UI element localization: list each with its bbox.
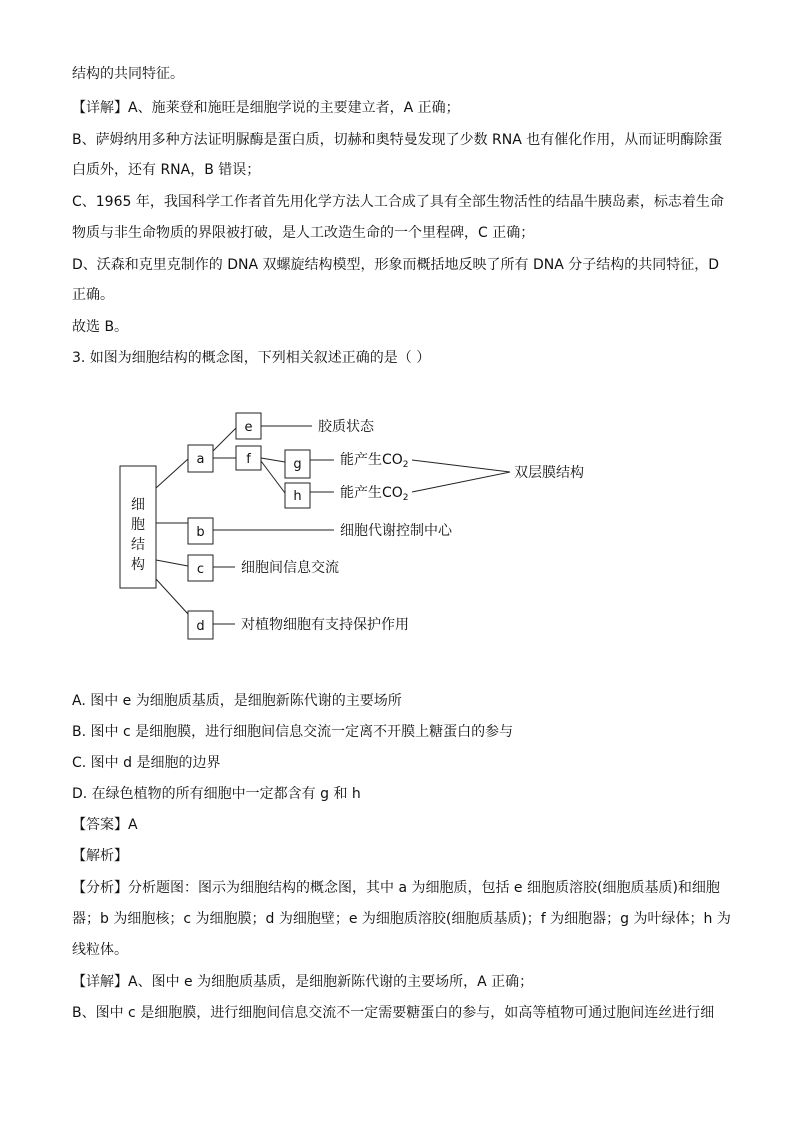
- root-char: 胞: [131, 517, 145, 533]
- text-line: 白质外，还有 RNA，B 错误；: [72, 162, 261, 178]
- text-line: 器；b 为细胞核；c 为细胞膜；d 为细胞壁；e 为细胞质溶胶(细胞质基质)；f 为细胞器；g 为叶绿体；h 为: [72, 911, 731, 927]
- question-stem: 3. 如图为细胞结构的概念图，下列相关叙述正确的是（ ）: [72, 350, 431, 366]
- connector: [412, 472, 510, 492]
- text-line: 【详解】A、施莱登和施旺是细胞学说的主要建立者，A 正确；: [72, 100, 460, 116]
- connector: [412, 460, 510, 472]
- text-line: 【详解】A、图中 e 为细胞质基质，是细胞新陈代谢的主要场所，A 正确；: [72, 974, 534, 990]
- text-line: B、图中 c 是细胞膜，进行细胞间信息交流不一定需要糖蛋白的参与，如高等植物可通过胞间连丝进行细: [72, 1005, 715, 1021]
- text-line: 【分析】分析题图：图示为细胞结构的概念图，其中 a 为细胞质，包括 e 细胞质溶胶(细胞质基质)和细胞: [72, 880, 720, 896]
- text-line: D、沃森和克里克制作的 DNA 双螺旋结构模型，形象而概括地反映了所有 DNA 分子结构的共同特征，D: [72, 257, 720, 273]
- box-c-label: c: [196, 562, 205, 577]
- analysis-heading: 【解析】: [72, 848, 128, 864]
- option-d: D. 在绿色植物的所有细胞中一定都含有 g 和 h: [72, 786, 361, 802]
- box-g-label: g: [293, 457, 302, 472]
- box-f-label: f: [246, 452, 251, 467]
- text-line: 故选 B。: [72, 319, 129, 335]
- label-double-membrane: 双层膜结构: [514, 465, 584, 481]
- connector: [156, 459, 188, 488]
- text-line: 线粒体。: [72, 942, 128, 958]
- box-a-label: a: [196, 452, 205, 467]
- connector: [156, 579, 188, 614]
- label-d: 对植物细胞有支持保护作用: [241, 617, 409, 633]
- connector: [261, 461, 285, 493]
- label-c: 细胞间信息交流: [241, 560, 339, 576]
- label-h: 能产生$CO_2$: [340, 485, 409, 503]
- option-b: B. 图中 c 是细胞膜，进行细胞间信息交流一定离不开膜上糖蛋白的参与: [72, 724, 514, 740]
- text-line: 结构的共同特征。: [72, 66, 184, 82]
- root-char: 细: [131, 497, 145, 513]
- connector: [156, 560, 188, 566]
- answer-line: 【答案】A: [72, 817, 138, 833]
- label-b: 细胞代谢控制中心: [340, 523, 452, 539]
- text-line: B、萨姆纳用多种方法证明脲酶是蛋白质，切赫和奥特曼发现了少数 RNA 也有催化作用，从而证明酶除蛋: [72, 132, 723, 148]
- text-line: 正确。: [72, 287, 114, 303]
- connector: [261, 458, 285, 462]
- box-h-label: h: [293, 489, 302, 504]
- label-e: 胶质状态: [318, 419, 374, 435]
- box-e-label: e: [244, 420, 253, 435]
- root-char: 结: [131, 537, 145, 553]
- text-line: 物质与非生命物质的界限被打破，是人工改造生命的一个里程碑，C 正确；: [72, 225, 535, 241]
- box-b-label: b: [196, 525, 205, 540]
- root-char: 构: [131, 557, 145, 573]
- text-line: C、1965 年，我国科学工作者首先用化学方法人工合成了具有全部生物活性的结晶牛胰岛素，标志着生命: [72, 194, 724, 210]
- connector: [213, 428, 236, 451]
- option-a: A. 图中 e 为细胞质基质，是细胞新陈代谢的主要场所: [72, 693, 402, 709]
- label-g: 能产生$CO_2$: [340, 452, 409, 470]
- box-d-label: d: [196, 619, 205, 634]
- option-c: C. 图中 d 是细胞的边界: [72, 755, 221, 771]
